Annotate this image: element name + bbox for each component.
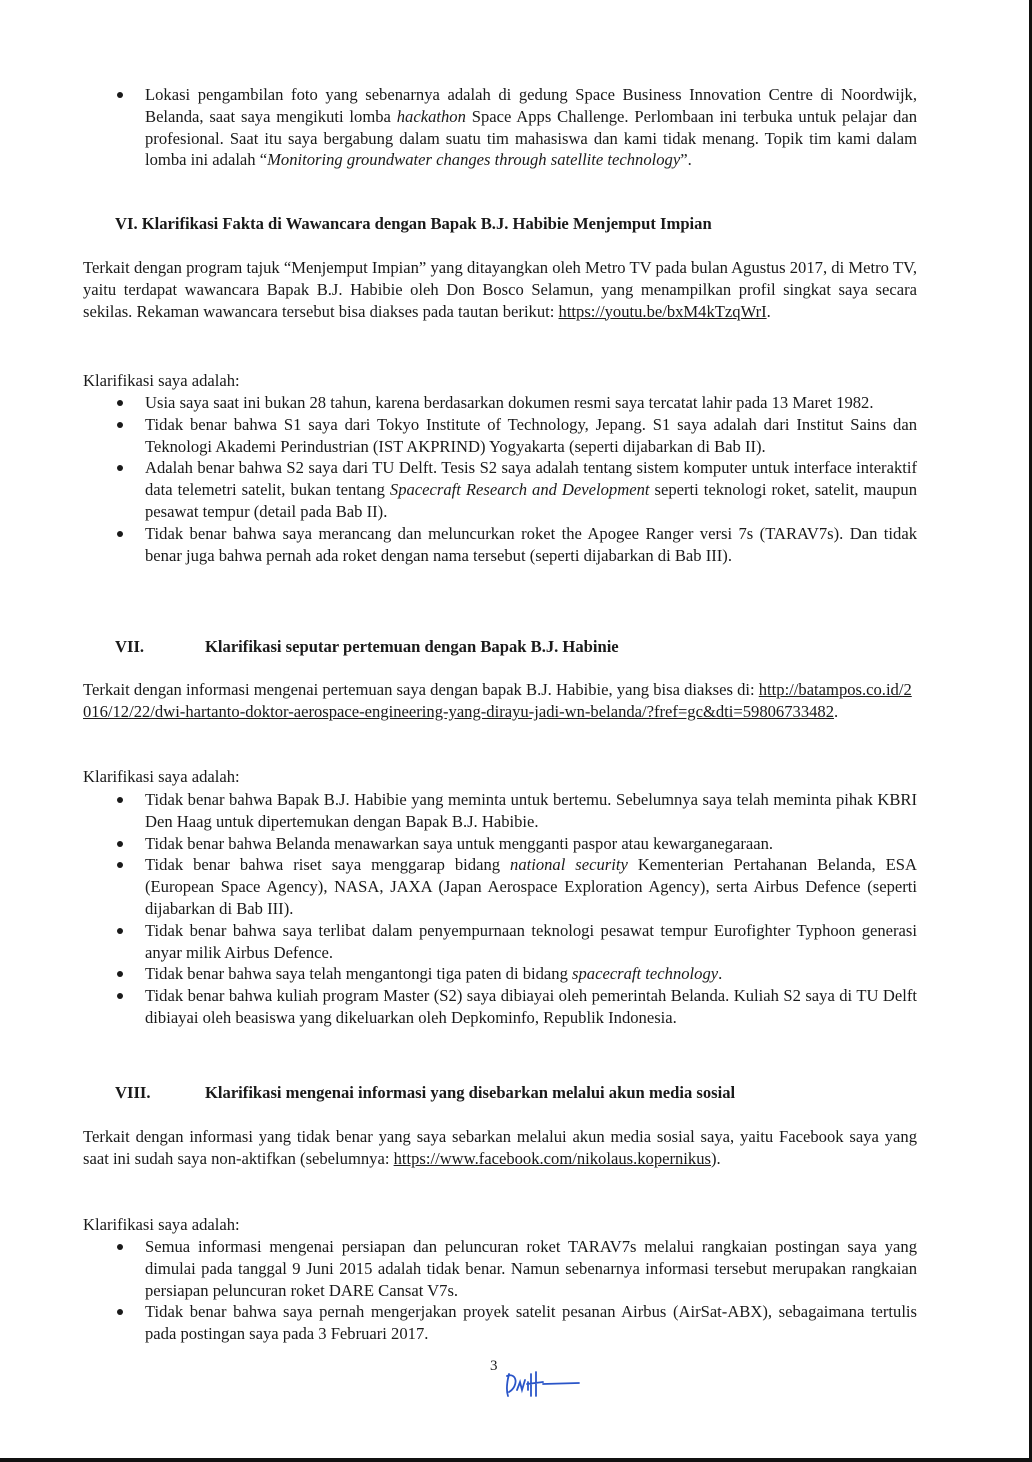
youtube-link[interactable]: https://youtu.be/bxM4kTzqWrI — [558, 301, 767, 321]
list-item: Tidak benar bahwa saya merancang dan meluncurkan roket the Apogee Ranger versi 7s (TARAV7s). Dan tidak benar juga bahwa pernah ada roket dengan nama tersebut (seperti dijabarkan di Bab III). — [83, 523, 917, 567]
section-vii-paragraph — [83, 679, 917, 723]
section-number: VIII. — [115, 1083, 151, 1102]
italic-text: spacecraft technology — [572, 964, 719, 984]
scan-border-bottom — [0, 1458, 1032, 1462]
section-heading-vii — [115, 636, 619, 658]
list-item: Tidak benar bahwa Belanda menawarkan saya untuk mengganti paspor atau kewarganegaraan. — [83, 833, 917, 855]
list-item — [83, 854, 917, 919]
clarification-intro: Klarifikasi saya adalah: — [83, 371, 240, 390]
clarification-intro: Klarifikasi saya adalah: — [83, 767, 240, 786]
italic-text: Monitoring groundwater changes through satellite technology — [267, 150, 681, 170]
section-viii-list — [83, 1236, 917, 1345]
text: . — [834, 701, 839, 721]
list-item: Tidak benar bahwa kuliah program Master (S2) saya dibiayai oleh pemerintah Belanda. Kuliah S2 saya di TU Delft dibiayai oleh beasiswa yang dikeluarkan oleh Depkominfo, Republik Indonesia. — [83, 985, 917, 1029]
list-item: Usia saya saat ini bukan 28 tahun, karena berdasarkan dokumen resmi saya tercatat lahir pada 13 Maret 1982. — [83, 392, 917, 414]
list-item — [83, 84, 917, 171]
section-vi-list — [83, 392, 917, 566]
section-heading-vi: VI. Klarifikasi Fakta di Wawancara dengan Bapak B.J. Habibie Menjemput Impian — [115, 214, 712, 233]
bullet-list-top — [83, 84, 917, 171]
text: Tidak benar bahwa saya telah mengantongi tiga paten di bidang — [145, 964, 573, 984]
text: ”. — [680, 150, 692, 170]
text: ). — [710, 1148, 721, 1168]
text: Adalah benar bahwa S2 saya dari TU Delft. Tesis S2 saya adalah tentang sistem komputer untuk interface interaktif data telemetri satelit, bukan tentang — [145, 458, 917, 500]
text: Tidak benar bahwa riset saya menggarap bidang — [145, 855, 511, 875]
text: Space Apps Challenge. Perlombaan ini terbuka untuk pelajar dan profesional. Saat itu saya bergabung dalam suatu tim mahasiswa dan kami tidak menang. Topik tim kami dalam lomba ini adalah “ — [145, 106, 917, 170]
text: Kementerian Pertahanan Belanda, ESA (European Space Agency), NASA, JAXA (Japan Aerospace Exploration Agency), serta Airbus Defence (seperti dijabarkan di Bab III). — [145, 855, 917, 918]
list-item — [83, 963, 917, 985]
list-item: Semua informasi mengenai persiapan dan peluncuran roket TARAV7s melalui rangkaian postingan saya yang dimulai pada tanggal 9 Juni 2015 adalah tidak benar. Namun sebenarnya informasi tersebut merupakan rangkaian persiapan peluncuran roket DARE Cansat V7s. — [83, 1236, 917, 1301]
section-number: VII. — [115, 637, 145, 656]
facebook-link[interactable]: https://www.facebook.com/nikolaus.kopernikus — [393, 1148, 711, 1168]
clarification-intro: Klarifikasi saya adalah: — [83, 1215, 240, 1234]
signature — [503, 1368, 583, 1400]
text: . — [718, 964, 723, 984]
italic-text: Spacecraft Research and Development — [389, 480, 650, 500]
text: Terkait dengan program tajuk “Menjemput Impian” yang ditayangkan oleh Metro TV pada bulan Agustus 2017, di Metro TV, yaitu terdapat wawancara Bapak B.J. Habibie oleh Don Bosco Selamun, yang menampilkan profil singkat saya secara sekilas. Rekaman wawancara tersebut bisa diakses pada tautan berikut: — [83, 258, 917, 321]
section-vii-list — [83, 789, 917, 1029]
section-vi-paragraph — [83, 257, 917, 322]
section-title: Klarifikasi mengenai informasi yang disebarkan melalui akun media sosial — [205, 1083, 736, 1102]
text: Terkait dengan informasi mengenai pertemuan saya dengan bapak B.J. Habibie, yang bisa diakses di: — [83, 680, 759, 699]
batampos-link[interactable]: http://batampos.co.id/2016/12/22/dwi-hartanto-doktor-aerospace-engineering-yang-dirayu-jadi-wn-belanda/?fref=gc&dti=59806733482 — [83, 680, 912, 721]
text: Lokasi pengambilan foto yang sebenarnya adalah di gedung Space Business Innovation Centre di Noordwijk, Belanda, saat saya mengikuti lomba — [145, 85, 917, 126]
list-item: Tidak benar bahwa saya terlibat dalam penyempurnaan teknologi pesawat tempur Eurofighter Typhoon generasi anyar milik Airbus Defence. — [83, 920, 917, 964]
list-item: Tidak benar bahwa Bapak B.J. Habibie yang meminta untuk bertemu. Sebelumnya saya telah meminta pihak KBRI Den Haag untuk dipertemukan dengan Bapak B.J. Habibie. — [83, 789, 917, 833]
text: seperti teknologi roket, satelit, maupun pesawat tempur (detail pada Bab II). — [145, 480, 917, 521]
list-item: Tidak benar bahwa S1 saya dari Tokyo Institute of Technology, Jepang. S1 saya adalah dari Institut Sains dan Teknologi Akademi Perindustrian (IST AKPRIND) Yogyakarta (seperti dijabarkan di Bab II). — [83, 414, 917, 458]
section-heading-viii — [115, 1082, 735, 1104]
italic-text: hackathon — [396, 106, 466, 126]
list-item: Tidak benar bahwa saya pernah mengerjakan proyek satelit pesanan Airbus (AirSat-ABX), sebagaimana tertulis pada postingan saya pada 3 Februari 2017. — [83, 1301, 917, 1345]
text: Terkait dengan informasi yang tidak benar yang saya sebarkan melalui akun media sosial saya, yaitu Facebook saya yang saat ini sudah saya non-aktifkan (sebelumnya: — [83, 1127, 917, 1168]
section-title: Klarifikasi seputar pertemuan dengan Bapak B.J. Habinie — [205, 637, 619, 656]
section-viii-paragraph — [83, 1126, 917, 1170]
page-number: 3 — [490, 1358, 498, 1374]
text: . — [766, 301, 771, 321]
list-item — [83, 457, 917, 522]
italic-text: national security — [510, 855, 628, 875]
